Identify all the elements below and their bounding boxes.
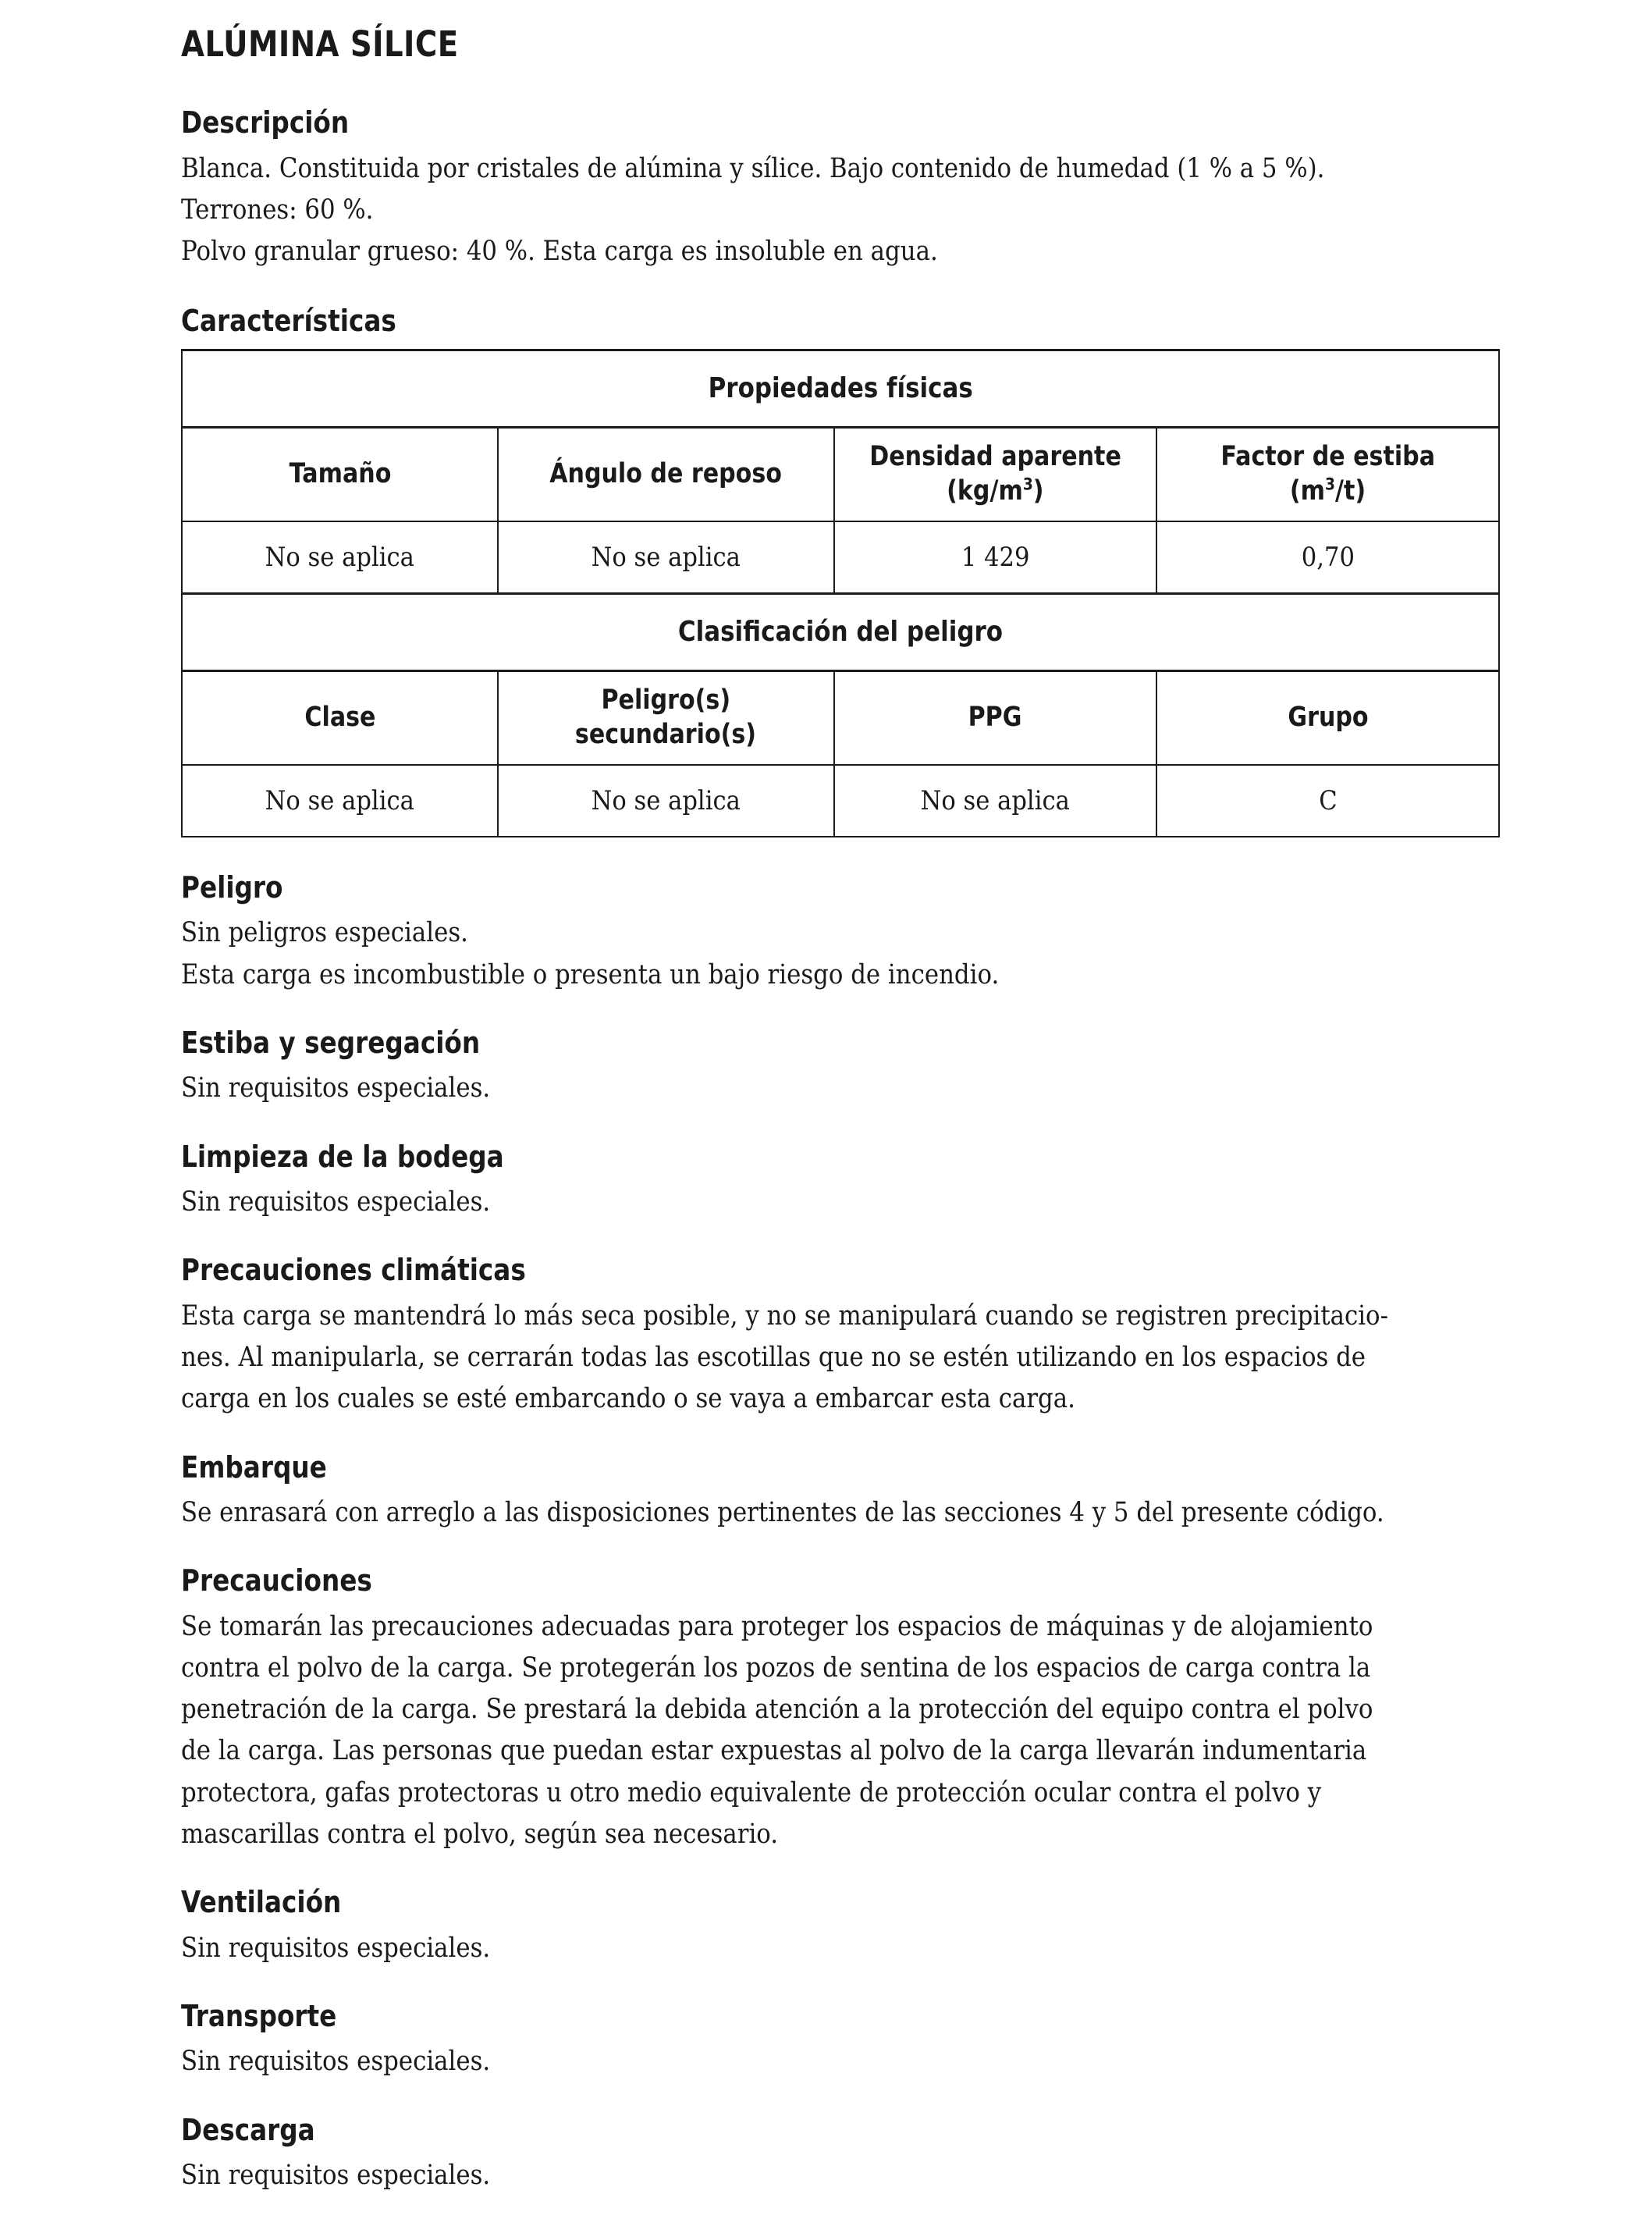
section-embarque: [181, 1450, 1500, 1534]
section-heading-ventilacion: Ventilación: [181, 1885, 342, 1920]
text-line: Sin requisitos especiales.: [181, 1186, 491, 1218]
section-ventilacion: [181, 1885, 1500, 1969]
text-line: Polvo granular grueso: 40 %. Esta carga es insoluble en agua.: [181, 236, 938, 268]
properties-table: [181, 349, 1500, 837]
section-descripcion: [181, 105, 1500, 272]
section-body-descarga: [181, 2155, 1499, 2196]
section-body-transporte: [181, 2041, 1499, 2082]
text-line: Sin requisitos especiales.: [181, 2160, 491, 2192]
table-cell-peligros-value: No se aplica: [498, 765, 833, 837]
text-line: Esta carga se mantendrá lo más seca posible, y no se manipulará cuando se registren precipitacio-: [181, 1300, 1389, 1332]
document-content: [181, 23, 1500, 2226]
section-heading-descarga: Descarga: [181, 2112, 315, 2147]
section-limpieza-bodega: [181, 1140, 1500, 1224]
table-row-physical-values: [182, 521, 1499, 594]
section-estiba-segregacion: [181, 1026, 1500, 1110]
text-line: mascarillas contra el polvo, según sea necesario.: [181, 1818, 779, 1850]
unit-prefix: (kg/m: [947, 475, 1023, 507]
table-header-ppg: PPG: [834, 670, 1157, 765]
text-line: contra el polvo de la carga. Se protegerán los pozos de sentina de los espacios de carga contra la: [181, 1652, 1371, 1684]
table-cell-clase-value: No se aplica: [182, 765, 498, 837]
table-cell-grupo-value: C: [1156, 765, 1499, 837]
text-line: nes. Al manipularla, se cerrarán todas las escotillas que no se estén utilizando en los espacios de: [181, 1342, 1366, 1374]
section-body-precauciones: [181, 1606, 1499, 1855]
table-band-hazard: Clasificación del peligro: [182, 593, 1499, 670]
text-line: Sin requisitos especiales.: [181, 1072, 491, 1104]
section-peligro: [181, 870, 1500, 996]
table-cell-densidad-value: 1 429: [834, 521, 1157, 594]
text-line: penetración de la carga. Se prestará la debida atención a la protección del equipo contra el polvo: [181, 1694, 1373, 1726]
table-header-clase: Clase: [182, 670, 498, 765]
table-header-peligros-secundarios: Peligro(s) secundario(s): [498, 670, 833, 765]
table-row-hazard-band: [182, 593, 1499, 670]
section-body-embarque: [181, 1492, 1499, 1534]
section-heading-precauciones: Precauciones: [181, 1563, 372, 1598]
section-body-peligro: [181, 912, 1499, 995]
section-transporte: [181, 1999, 1500, 2083]
table-cell-factor-value: 0,70: [1156, 521, 1499, 594]
section-heading-descripcion: Descripción: [181, 105, 350, 140]
table-row-hazard-headers: [182, 670, 1499, 765]
section-heading-limpieza-bodega: Limpieza de la bodega: [181, 1139, 504, 1174]
section-body-precauciones-climaticas: [181, 1296, 1499, 1421]
section-descarga: [181, 2113, 1500, 2197]
table-header-tamano: Tamaño: [182, 427, 498, 521]
text-line: Sin requisitos especiales.: [181, 2046, 491, 2078]
table-header-densidad-aparente: Densidad aparente $(kg/m^3)$: [834, 427, 1157, 521]
table-cell-angulo-value: No se aplica: [498, 521, 833, 594]
text-line: protectora, gafas protectoras u otro medio equivalente de protección ocular contra el polvo y: [181, 1776, 1322, 1808]
section-precauciones: [181, 1563, 1500, 1855]
table-header-angulo-reposo: Ángulo de reposo: [498, 427, 833, 521]
text-line: Sin requisitos especiales.: [181, 1932, 491, 1964]
section-heading-peligro: Peligro: [181, 869, 283, 905]
table-row-hazard-values: [182, 765, 1499, 837]
text-line: Terrones: 60 %.: [181, 194, 374, 226]
section-body-limpieza-bodega: [181, 1182, 1499, 1223]
unit-exponent: 3: [1325, 475, 1336, 495]
text-line: carga en los cuales se esté embarcando o se vaya a embarcar esta carga.: [181, 1383, 1075, 1415]
section-heading-embarque: Embarque: [181, 1449, 327, 1485]
unit-suffix: ): [1032, 475, 1044, 507]
text-line: Blanca. Constituida por cristales de alúmina y sílice. Bajo contenido de humedad (1 % a 5 %).: [181, 152, 1325, 184]
table-band-physical: Propiedades físicas: [182, 350, 1499, 427]
text-line: Se enrasará con arreglo a las disposiciones pertinentes de las secciones 4 y 5 del presente código.: [181, 1497, 1384, 1529]
section-caracteristicas: [181, 304, 1500, 837]
page-title: ALÚMINA SÍLICE: [181, 23, 459, 65]
section-body-descripcion: [181, 148, 1499, 273]
section-body-ventilacion: [181, 1928, 1499, 1969]
section-precauciones-climaticas: [181, 1253, 1500, 1420]
text-line: Esta carga es incombustible o presenta un bajo riesgo de incendio.: [181, 958, 1000, 990]
unit-prefix: (m: [1289, 475, 1326, 507]
table-cell-tamano-value: No se aplica: [182, 521, 498, 594]
section-heading-precauciones-climaticas: Precauciones climáticas: [181, 1253, 526, 1288]
table-header-grupo: Grupo: [1156, 670, 1499, 765]
table-row-physical-headers: [182, 427, 1499, 521]
section-heading-estiba-segregacion: Estiba y segregación: [181, 1025, 481, 1060]
section-heading-transporte: Transporte: [181, 1998, 337, 2033]
unit-exponent: 3: [1022, 475, 1033, 495]
text-line: Se tomarán las precauciones adecuadas para proteger los espacios de máquinas y de alojamiento: [181, 1610, 1373, 1642]
section-heading-caracteristicas: Características: [181, 304, 396, 339]
table-header-factor-estiba: Factor de estiba $(m^3/t)$: [1156, 427, 1499, 521]
text-line: Sin peligros especiales.: [181, 917, 468, 949]
unit-suffix: /t): [1335, 475, 1366, 507]
text-line: de la carga. Las personas que puedan estar expuestas al polvo de la carga llevarán indumentaria: [181, 1735, 1367, 1767]
table-cell-ppg-value: No se aplica: [834, 765, 1157, 837]
section-body-estiba-segregacion: [181, 1068, 1499, 1109]
table-row-physical-band: [182, 350, 1499, 427]
